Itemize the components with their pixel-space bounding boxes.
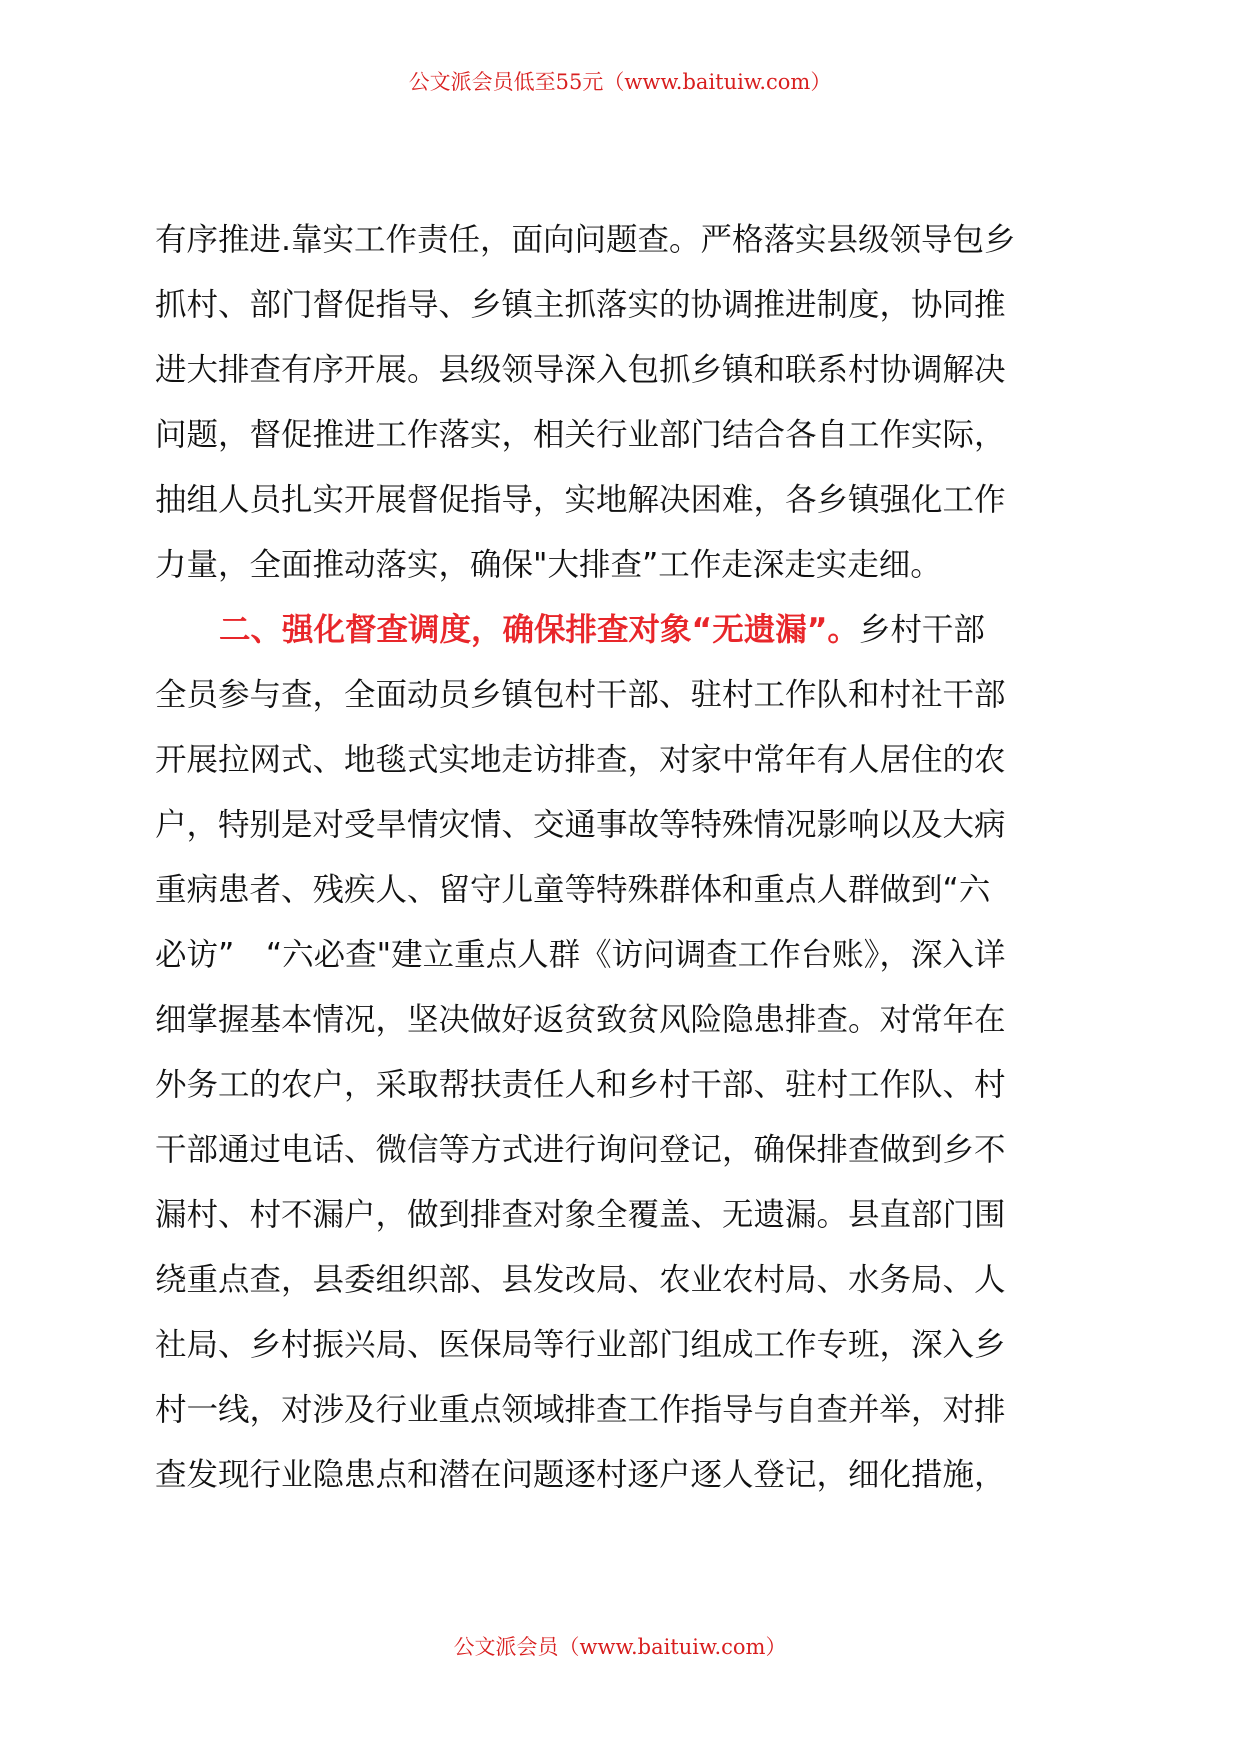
body-line-16: 漏村、村不漏户，做到排查对象全覆盖、无遗漏。县直部门围 <box>155 1197 1006 1233</box>
body-line-18: 社局、乡村振兴局、医保局等行业部门组成工作专班，深入乡 <box>155 1327 1006 1363</box>
body-line-17: 绕重点查，县委组织部、县发改局、农业农村局、水务局、人 <box>155 1262 1006 1298</box>
body-line-6: 力量，全面推动落实，确保"大排查”工作走深走实走细。 <box>155 547 942 583</box>
body-line-5: 抽组人员扎实开展督促指导，实地解决困难，各乡镇强化工作 <box>155 482 1006 518</box>
body-line-4: 问题，督促推进工作落实，相关行业部门结合各自工作实际， <box>155 417 1006 453</box>
section-heading-line <box>155 598 1095 663</box>
body-line-3: 进大排查有序开展。县级领导深入包抓乡镇和联系村协调解决 <box>155 352 1006 388</box>
body-line-13: 细掌握基本情况，坚决做好返贫致贫风险隐患排查。对常年在 <box>155 1002 1006 1038</box>
body-line-11: 重病患者、残疾人、留守儿童等特殊群体和重点人群做到“六 <box>155 872 991 908</box>
document-body <box>155 208 1095 1508</box>
body-line-1: 有序推进.靠实工作责任，面向问题查。严格落实县级领导包乡 <box>155 222 1016 258</box>
body-line-15: 干部通过电话、微信等方式进行询问登记，确保排查做到乡不 <box>155 1132 1006 1168</box>
body-line-2: 抓村、部门督促指导、乡镇主抓落实的协调推进制度，协同推 <box>155 287 1006 323</box>
body-line-8: 全员参与查，全面动员乡镇包村干部、驻村工作队和村社干部 <box>155 677 1006 713</box>
section-heading: 二、强化督查调度，确保排查对象“无遗漏”。 <box>219 612 859 648</box>
body-line-9: 开展拉网式、地毯式实地走访排查，对家中常年有人居住的农 <box>155 742 1006 778</box>
body-line-14: 外务工的农户，采取帮扶责任人和乡村干部、驻村工作队、村 <box>155 1067 1006 1103</box>
body-line-12: 必访” “六必查"建立重点人群《访问调查工作台账》，深入详 <box>155 937 1006 973</box>
body-line-10: 户，特别是对受旱情灾情、交通事故等特殊情况影响以及大病 <box>155 807 1006 843</box>
body-line-20: 查发现行业隐患点和潜在问题逐村逐户逐人登记，细化措施， <box>155 1457 1006 1493</box>
header-promo-note: 公文派会员低至55元（www.baituiw.com） <box>408 70 832 94</box>
body-line-19: 村一线，对涉及行业重点领域排查工作指导与自查并举，对排 <box>155 1392 1006 1428</box>
footer-promo-note: 公文派会员（www.baituiw.com） <box>453 1635 787 1659</box>
heading-line-rest: 乡村干部 <box>858 612 985 648</box>
